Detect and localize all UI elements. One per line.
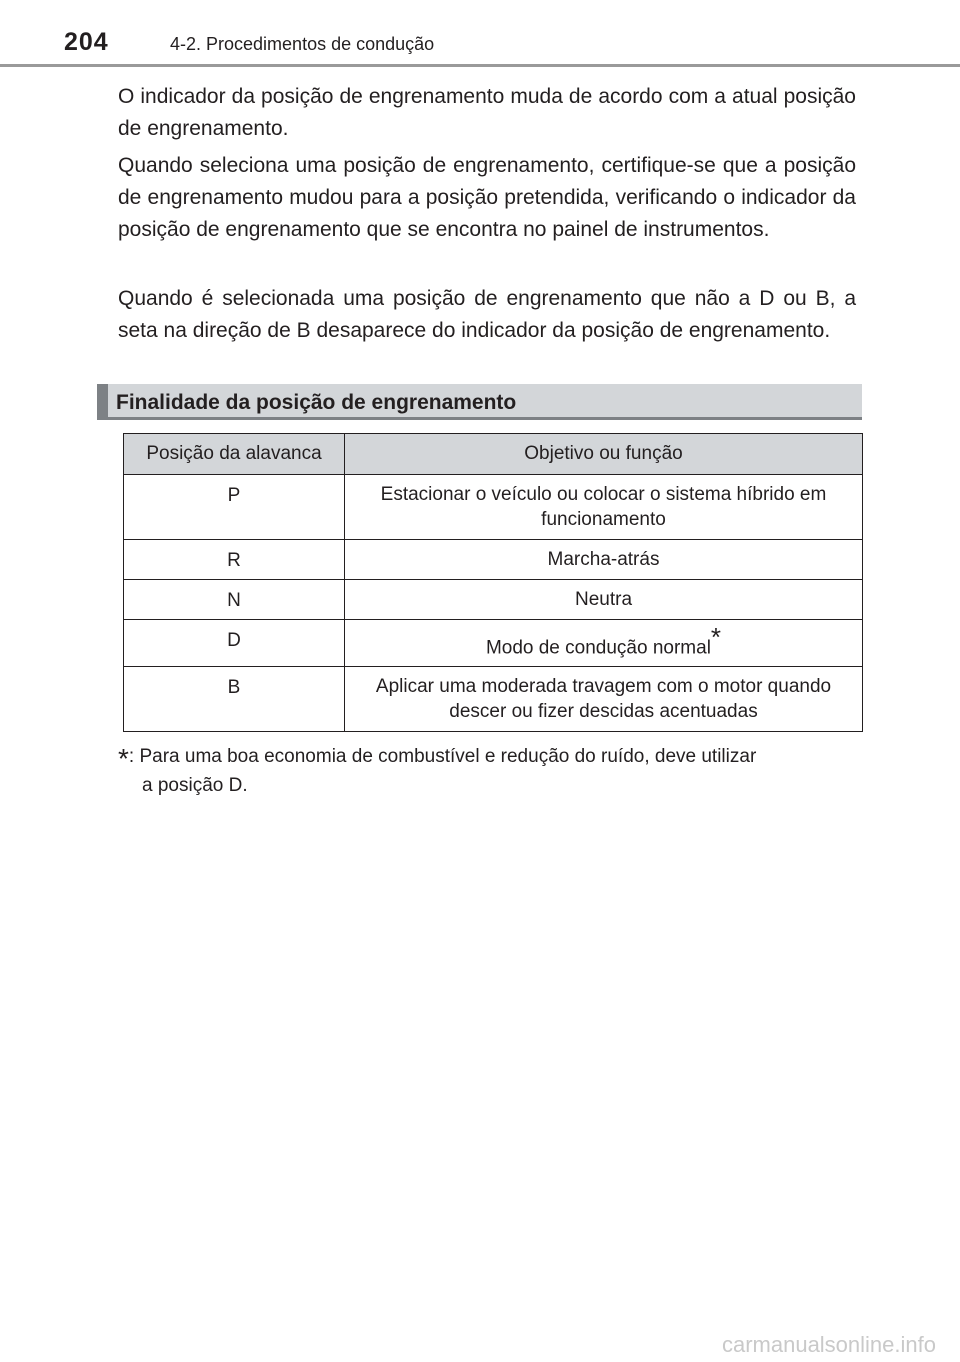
footnote-line-1 — [118, 742, 856, 774]
lever-cell: B — [124, 667, 345, 732]
lever-cell: P — [124, 475, 345, 540]
subheading-bar — [97, 384, 862, 420]
column-header-function: Objetivo ou função — [345, 434, 863, 475]
table-row — [124, 620, 863, 667]
footnote-star: * — [118, 743, 129, 774]
function-cell: Estacionar o veículo ou colocar o sistema híbrido em funcionamento — [345, 475, 863, 540]
function-text: Modo de condução normal — [485, 637, 711, 659]
function-cell: Marcha-atrás — [345, 540, 863, 580]
function-cell: Aplicar uma moderada travagem com o motor quando descer ou fizer descidas acentuadas — [345, 667, 863, 732]
watermark: carmanualsonline.info — [721, 1332, 936, 1357]
subheading-title: Finalidade da posição de engrenamento — [116, 391, 517, 414]
function-cell: Neutra — [345, 580, 863, 620]
table-row — [124, 475, 863, 540]
table-row — [124, 540, 863, 580]
footnote-text: : Para uma boa economia de combustível e redução do ruído, deve utilizar — [128, 746, 757, 767]
paragraph-3: Quando é selecionada uma posição de engrenamento que não a D ou B, a seta na direção de B desaparece do indicador da posição de engrenamento. — [118, 287, 856, 342]
table-header-row — [124, 434, 863, 475]
header-divider — [0, 64, 960, 67]
table-row — [124, 667, 863, 732]
lever-cell: D — [124, 620, 345, 667]
lever-cell: N — [124, 580, 345, 620]
function-cell — [345, 620, 863, 667]
column-header-lever: Posição da alavanca — [124, 434, 345, 475]
page-number: 204 — [64, 28, 109, 56]
section-title: 4-2. Procedimentos de condução — [170, 34, 435, 54]
lever-cell: R — [124, 540, 345, 580]
page-header — [0, 0, 960, 66]
table-row — [124, 580, 863, 620]
paragraph-2: Quando seleciona uma posição de engrenamento, certifique-se que a posição de engrenamento mudou para a posição pretendida, verificando o indicador da posição de engrenamento que se encontra no painel de instrumentos. — [118, 154, 856, 241]
gear-position-table — [123, 433, 863, 732]
footnote — [118, 742, 856, 800]
footnote-line-2: a posição D. — [142, 775, 248, 796]
footnote-marker: * — [710, 622, 722, 653]
paragraph-1: O indicador da posição de engrenamento muda de acordo com a atual posição de engrenamento. — [118, 85, 856, 140]
